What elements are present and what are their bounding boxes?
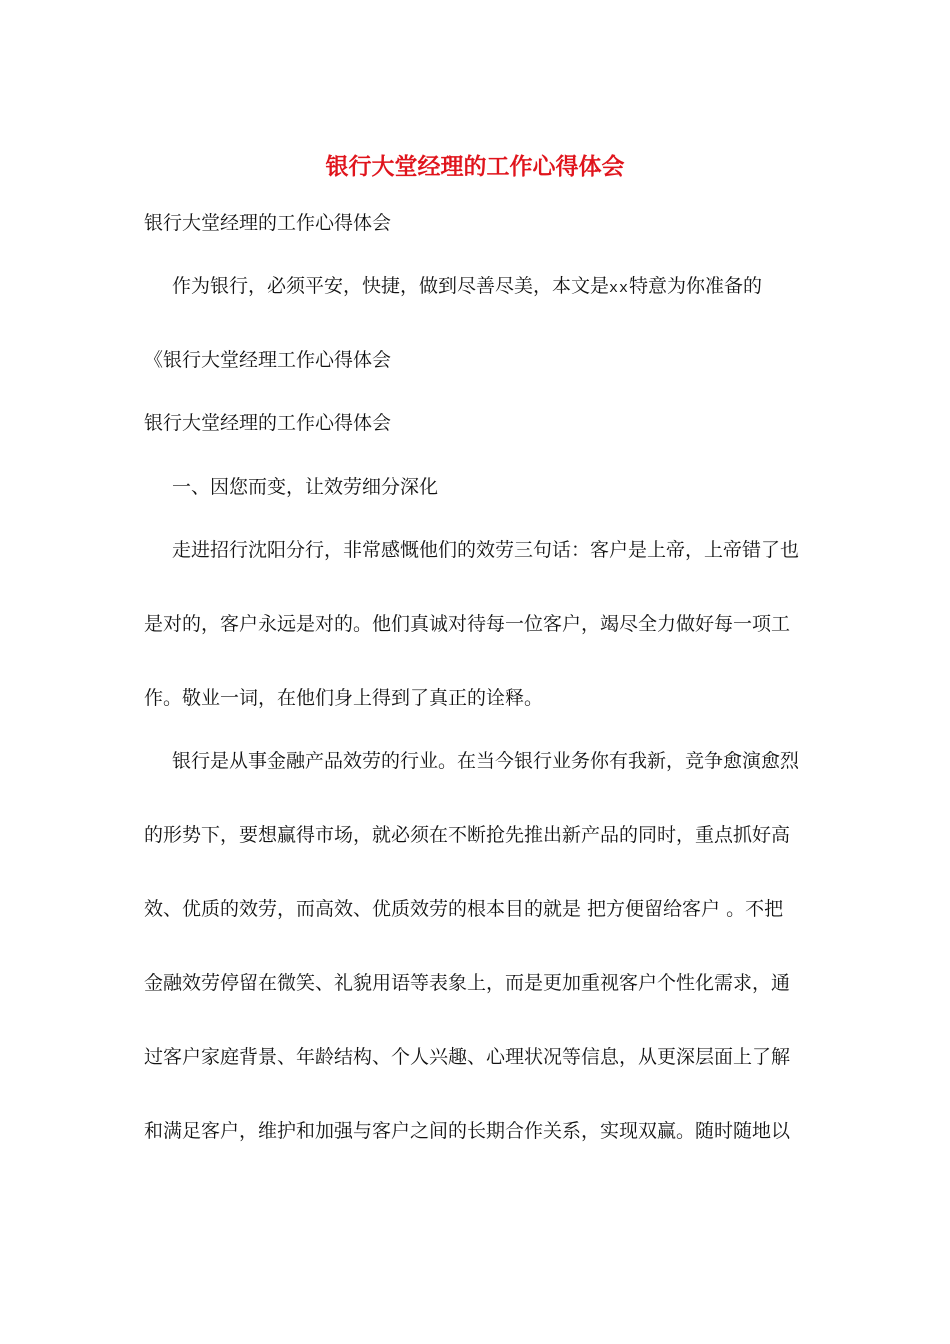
paragraph-line: 的形势下，要想赢得市场，就必须在不断抢先推出新产品的同时，重点抓好高 [144,824,791,846]
paragraph-line: 银行是从事金融产品效劳的行业。在当今银行业务你有我新，竞争愈演愈烈 [172,750,800,772]
intro-placeholder: xx [609,280,630,297]
paragraph-line: 效、优质的效劳，而高效、优质效劳的根本目的就是 把方便留给客户 。不把 [144,898,784,920]
paragraph-line: 金融效劳停留在微笑、礼貌用语等表象上，而是更加重视客户个性化需求，通 [144,972,791,994]
paragraph-line: 和满足客户，维护和加强与客户之间的长期合作关系，实现双赢。随时随地以 [144,1120,791,1142]
document-title: 银行大堂经理的工作心得体会 [325,153,625,180]
paragraph-line: 作。敬业一词，在他们身上得到了真正的诠释。 [144,687,544,709]
heading-repeat: 银行大堂经理的工作心得体会 [144,412,392,434]
intro-text-after: 特意为你准备的 [629,275,763,297]
intro-text-before: 作为银行，必须平安，快捷，做到尽善尽美，本文是 [172,275,610,297]
paragraph-line: 是对的，客户永远是对的。他们真诚对待每一位客户，竭尽全力做好每一项工 [144,613,791,635]
quote-line: 《银行大堂经理工作心得体会 [144,349,392,371]
intro-line [172,271,762,304]
document-subtitle: 银行大堂经理的工作心得体会 [144,212,392,234]
paragraph-line: 走进招行沈阳分行，非常感慨他们的效劳三句话：客户是上帝，上帝错了也 [172,539,800,561]
section-heading: 一、因您而变，让效劳细分深化 [172,476,439,498]
paragraph-line: 过客户家庭背景、年龄结构、个人兴趣、心理状况等信息，从更深层面上了解 [144,1046,791,1068]
